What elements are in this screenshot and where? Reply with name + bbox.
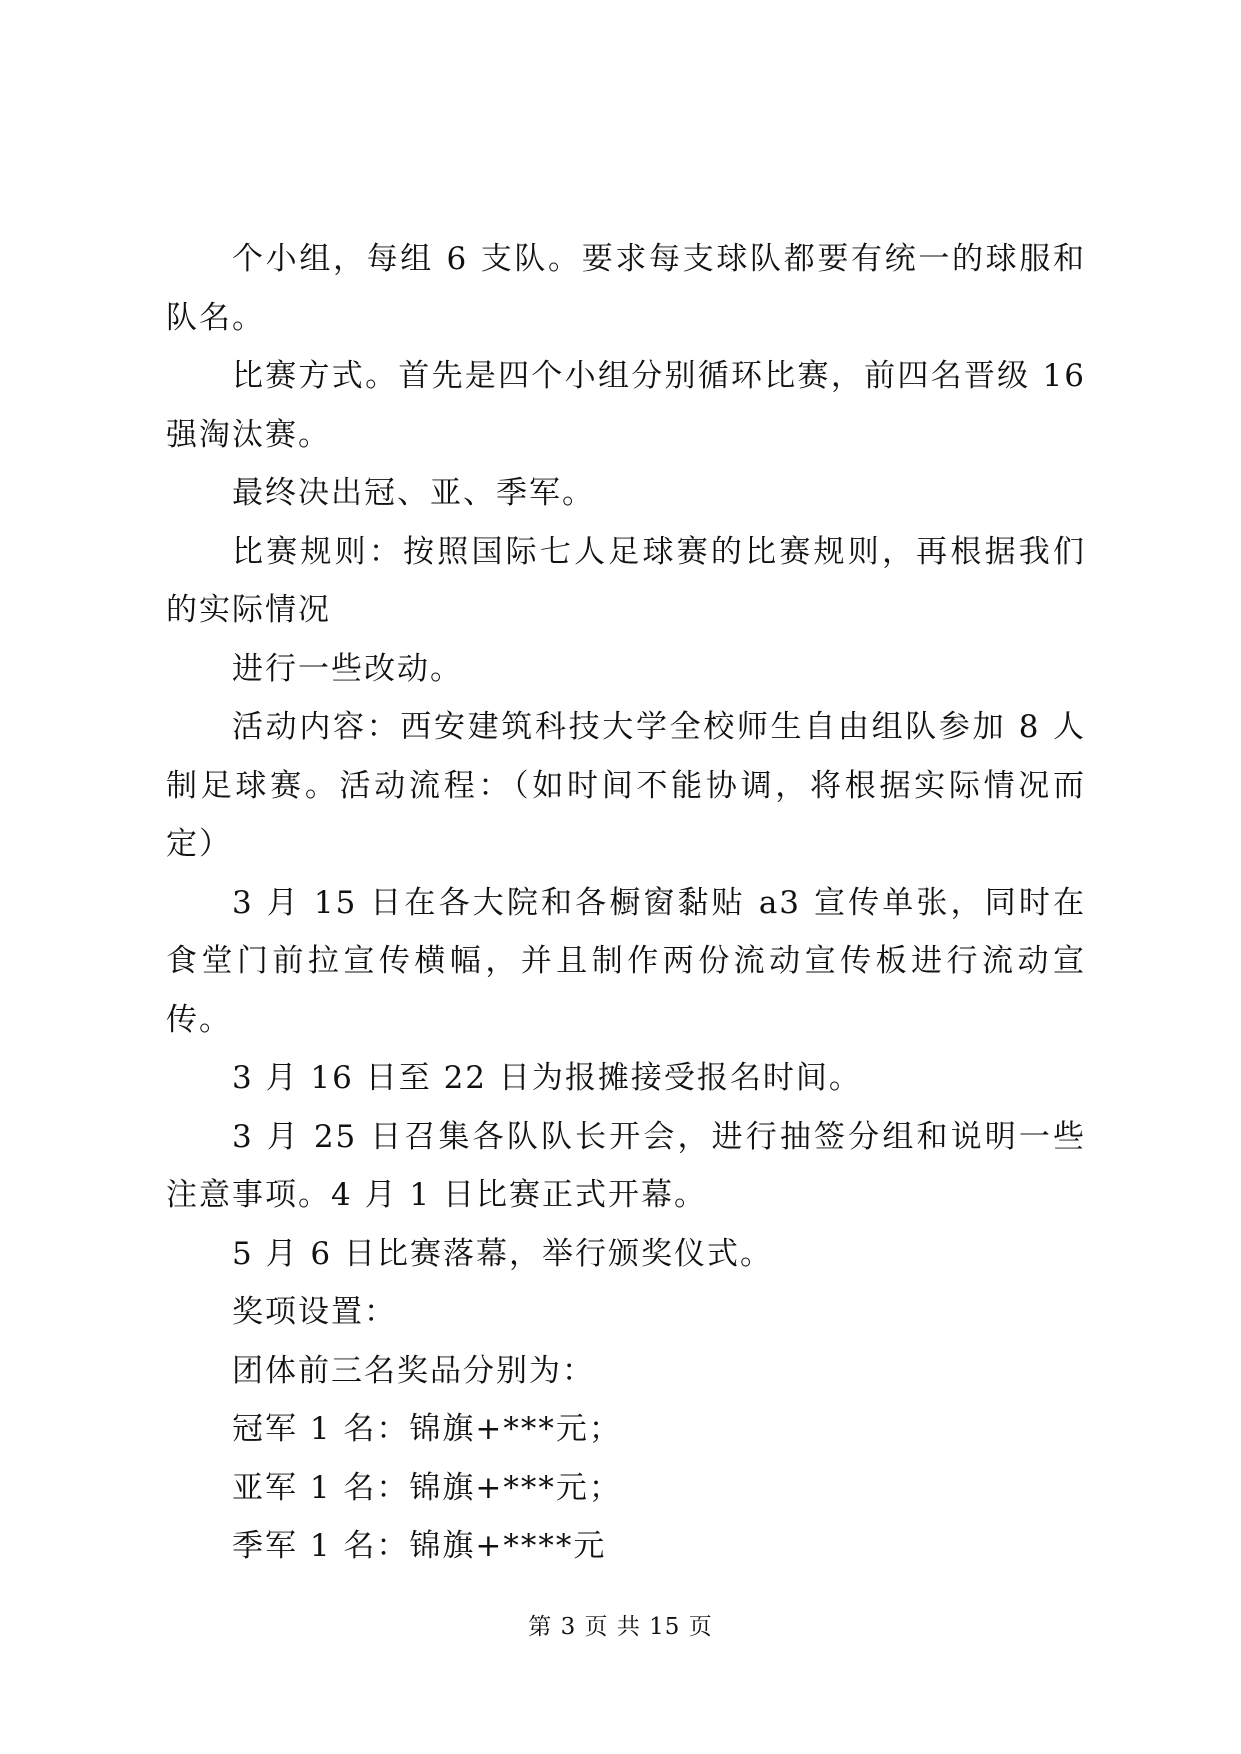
paragraph: 团体前三名奖品分别为：: [232, 1352, 595, 1389]
page-number-footer: 第 3 页 共 15 页: [528, 1614, 713, 1640]
paragraph: 5 月 6 日比赛落幕，举行颁奖仪式。: [232, 1235, 774, 1272]
paragraph: 进行一些改动。: [232, 650, 463, 687]
paragraph: 季军 1 名：锦旗+****元: [232, 1528, 607, 1564]
paragraph: 亚军 1 名：锦旗+***元；: [232, 1469, 622, 1506]
paragraph: 3 月 16 日至 22 日为报摊接受报名时间。: [232, 1060, 862, 1096]
paragraph: 奖项设置：: [232, 1294, 397, 1330]
paragraph: 个小组，每组 6 支队。要求每支球队都要有统一的球服和队名。: [166, 241, 1086, 336]
paragraph: 最终决出冠、亚、季军。: [232, 475, 595, 511]
paragraph: 比赛方式。首先是四个小组分别循环比赛，前四名晋级 16 强淘汰赛。: [166, 358, 1086, 453]
paragraph: 冠军 1 名：锦旗+***元；: [232, 1411, 622, 1447]
document-body: [166, 230, 1086, 1576]
paragraph: 比赛规则：按照国际七人足球赛的比赛规则，再根据我们的实际情况: [166, 533, 1086, 628]
paragraph: 3 月 25 日召集各队队长开会，进行抽签分组和说明一些注意事项。4 月 1 日比赛正式开幕。: [166, 1118, 1086, 1213]
paragraph: 3 月 15 日在各大院和各橱窗黏贴 a3 宣传单张，同时在食堂门前拉宣传横幅，并且制作两份流动宣传板进行流动宣传。: [166, 884, 1086, 1038]
paragraph: 活动内容：西安建筑科技大学全校师生自由组队参加 8 人制足球赛。活动流程：（如时间不能协调，将根据实际情况而定）: [166, 709, 1086, 862]
